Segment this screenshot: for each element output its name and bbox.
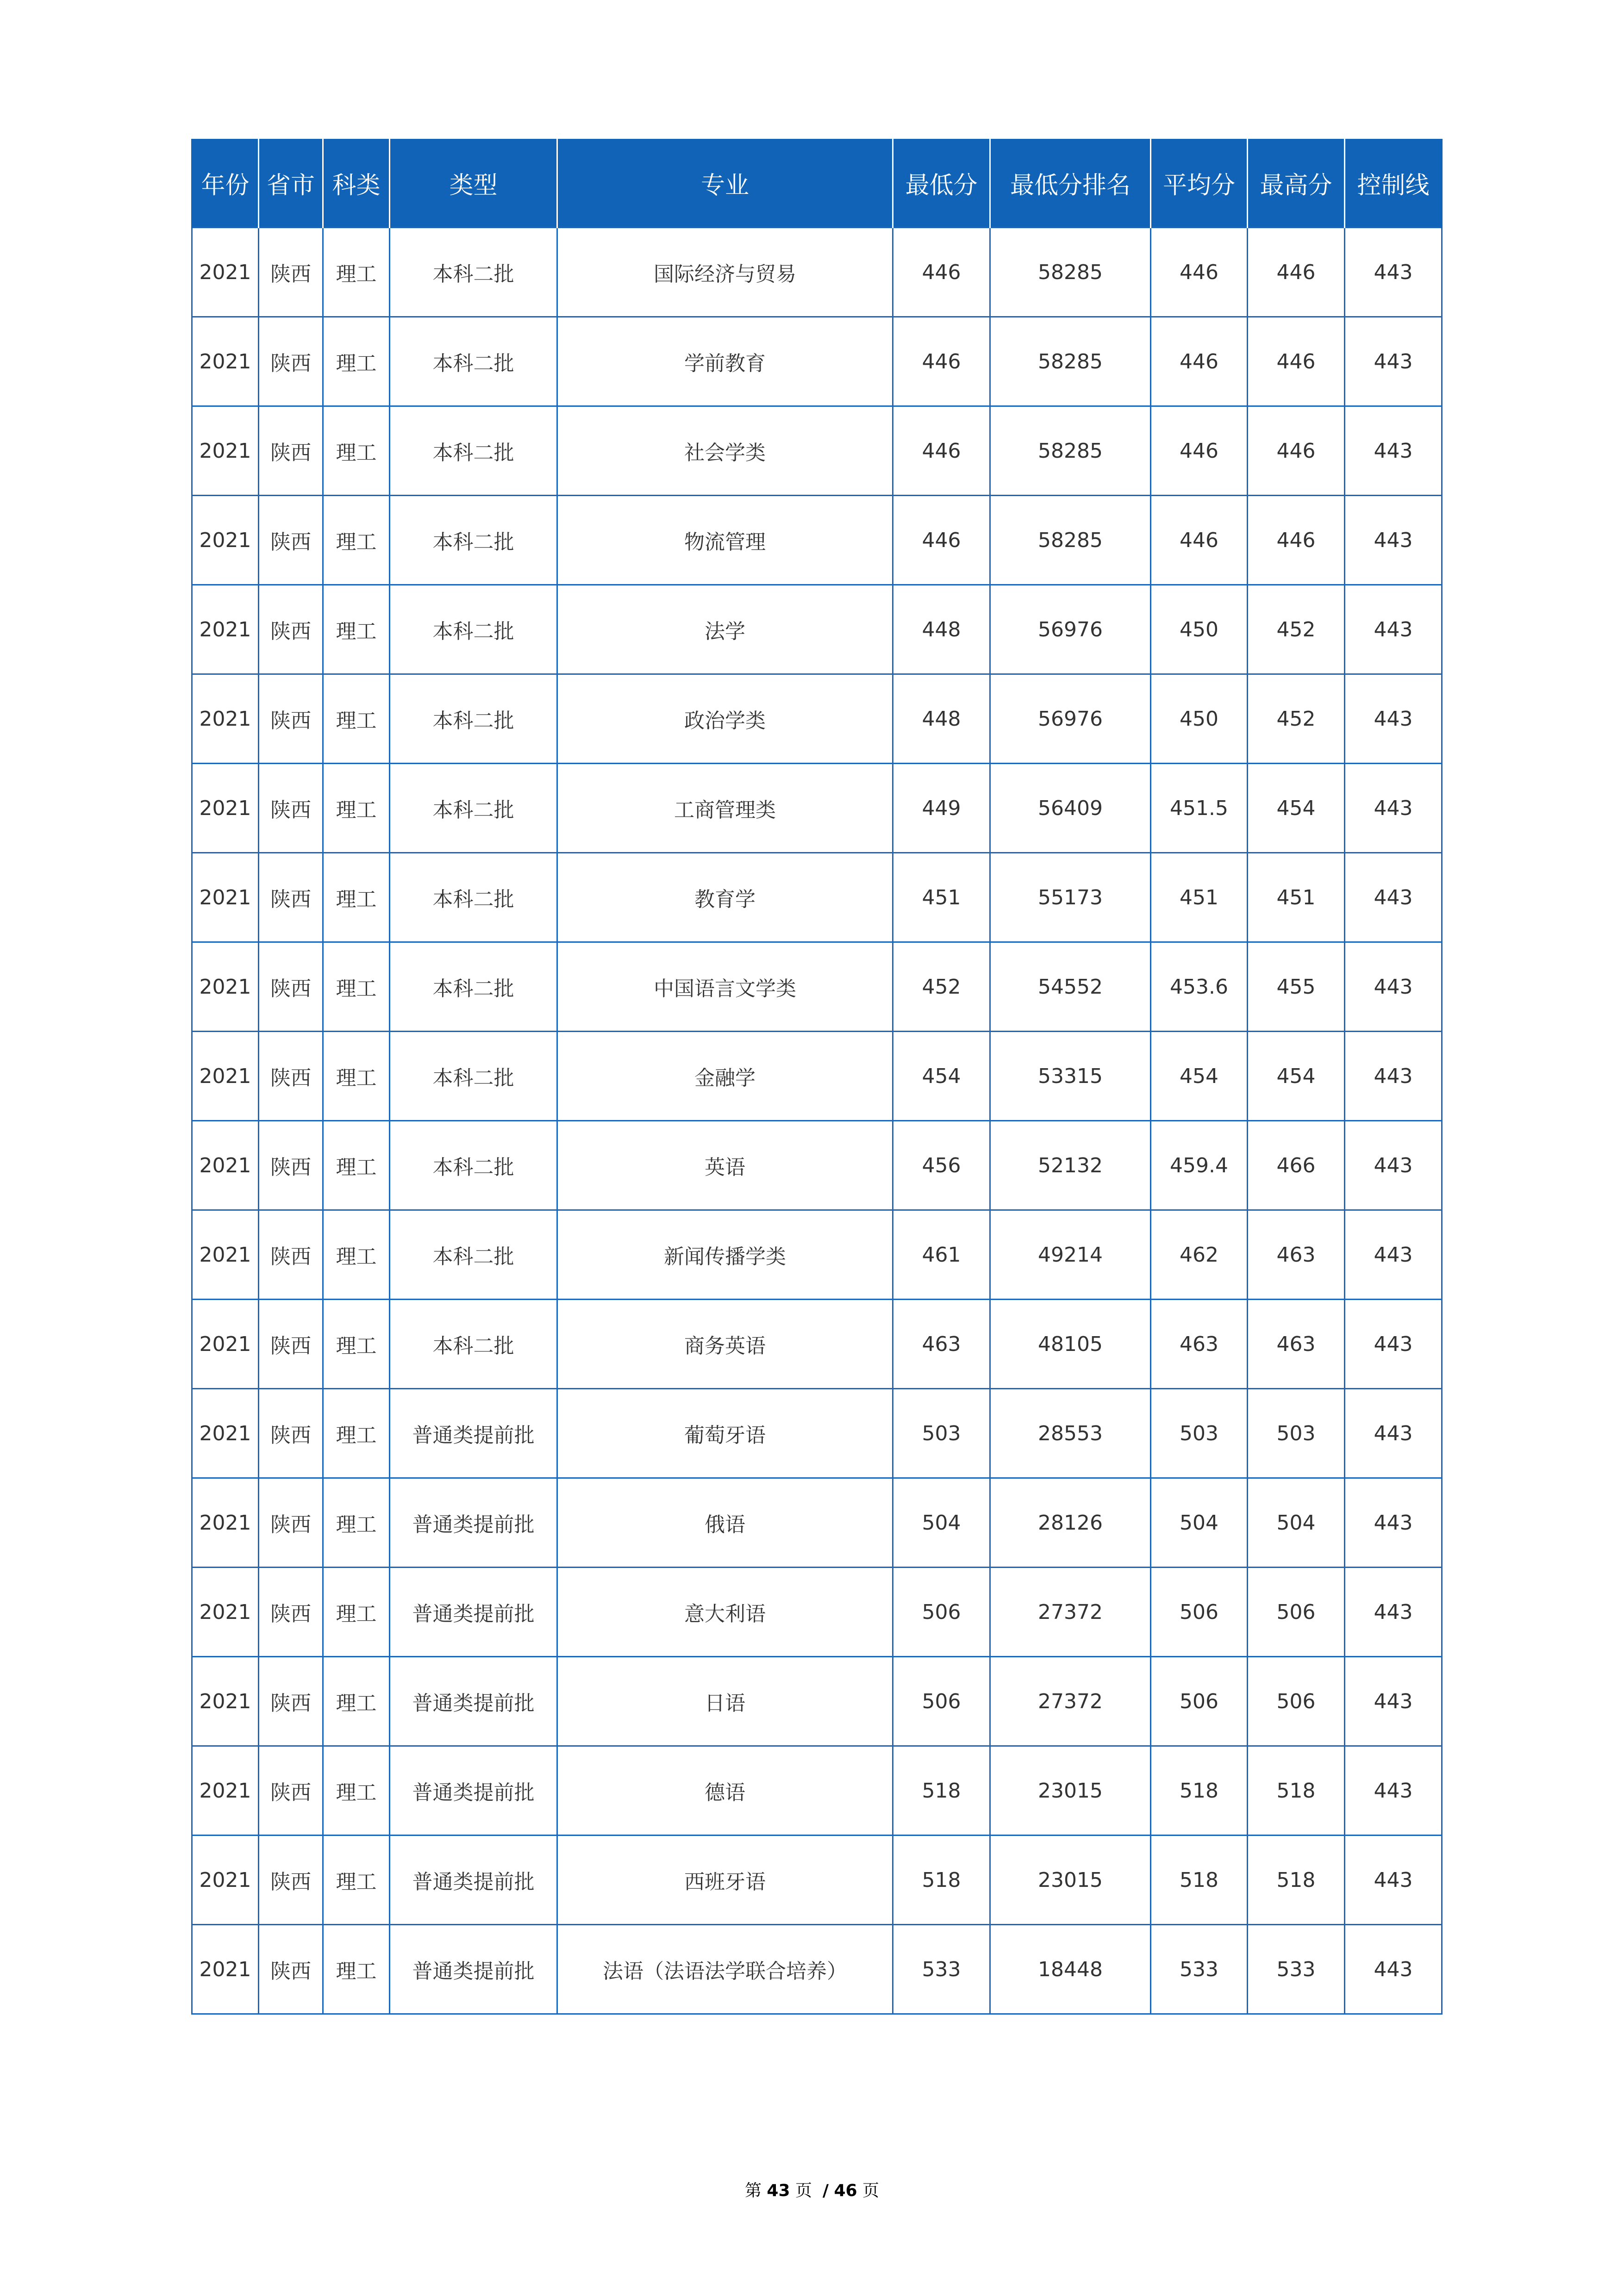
table-cell: 58285 (990, 228, 1151, 317)
table-cell: 443 (1345, 496, 1442, 585)
table-cell: 23015 (990, 1746, 1151, 1836)
table-cell: 453.6 (1151, 942, 1248, 1032)
table-cell: 23015 (990, 1836, 1151, 1925)
table-cell: 533 (1248, 1925, 1345, 2014)
table-cell: 455 (1248, 942, 1345, 1032)
table-row (192, 1657, 1442, 1746)
table-cell: 本科二批 (390, 764, 557, 853)
table-cell: 日语 (557, 1657, 893, 1746)
table-cell: 49214 (990, 1210, 1151, 1300)
table-cell: 普通类提前批 (390, 1478, 557, 1568)
table-cell: 理工 (323, 406, 390, 496)
table-cell: 443 (1345, 853, 1442, 942)
table-cell: 443 (1345, 1568, 1442, 1657)
table-cell: 理工 (323, 1568, 390, 1657)
table-cell: 446 (893, 228, 990, 317)
footer-prefix: 第 (744, 2181, 762, 2200)
table-cell: 443 (1345, 317, 1442, 406)
table-cell: 446 (1151, 228, 1248, 317)
table-cell: 本科二批 (390, 585, 557, 674)
table-cell: 446 (1248, 406, 1345, 496)
column-header: 平均分 (1151, 139, 1248, 228)
table-cell: 506 (1248, 1657, 1345, 1746)
current-page: 43 (767, 2181, 790, 2200)
table-cell: 518 (893, 1746, 990, 1836)
table-cell: 443 (1345, 228, 1442, 317)
column-header: 最高分 (1248, 139, 1345, 228)
table-cell: 443 (1345, 1925, 1442, 2014)
table-cell: 陕西 (259, 1836, 323, 1925)
table-cell: 28126 (990, 1478, 1151, 1568)
table-cell: 48105 (990, 1300, 1151, 1389)
table-cell: 普通类提前批 (390, 1389, 557, 1478)
total-pages: 46 (834, 2181, 857, 2200)
table-cell: 本科二批 (390, 1210, 557, 1300)
table-cell: 2021 (192, 1836, 259, 1925)
table-cell: 本科二批 (390, 674, 557, 764)
table-cell: 466 (1248, 1121, 1345, 1210)
table-cell: 450 (1151, 585, 1248, 674)
table-cell: 461 (893, 1210, 990, 1300)
table-cell: 学前教育 (557, 317, 893, 406)
table-cell: 443 (1345, 674, 1442, 764)
table-cell: 国际经济与贸易 (557, 228, 893, 317)
table-cell: 英语 (557, 1121, 893, 1210)
table-cell: 533 (1151, 1925, 1248, 2014)
table-cell: 443 (1345, 1746, 1442, 1836)
table-cell: 理工 (323, 1210, 390, 1300)
table-cell: 理工 (323, 1478, 390, 1568)
table-cell: 本科二批 (390, 317, 557, 406)
table-cell: 陕西 (259, 1300, 323, 1389)
table-cell: 理工 (323, 228, 390, 317)
table-cell: 443 (1345, 764, 1442, 853)
table-cell: 陕西 (259, 1032, 323, 1121)
column-header: 最低分 (893, 139, 990, 228)
table-cell: 450 (1151, 674, 1248, 764)
table-cell: 2021 (192, 496, 259, 585)
table-cell: 463 (893, 1300, 990, 1389)
table-row (192, 1925, 1442, 2014)
table-cell: 理工 (323, 1389, 390, 1478)
table-cell: 本科二批 (390, 406, 557, 496)
table-cell: 本科二批 (390, 853, 557, 942)
table-cell: 理工 (323, 764, 390, 853)
table-cell: 454 (1151, 1032, 1248, 1121)
table-row (192, 1478, 1442, 1568)
table-row (192, 406, 1442, 496)
table-cell: 理工 (323, 585, 390, 674)
table-row (192, 496, 1442, 585)
page-footer (0, 2178, 1624, 2201)
table-cell: 2021 (192, 1210, 259, 1300)
table-cell: 陕西 (259, 1389, 323, 1478)
table-cell: 理工 (323, 496, 390, 585)
table-cell: 451 (1151, 853, 1248, 942)
table-row (192, 1300, 1442, 1389)
table-row (192, 1746, 1442, 1836)
table-cell: 理工 (323, 1657, 390, 1746)
table-cell: 506 (1151, 1657, 1248, 1746)
table-row (192, 1568, 1442, 1657)
table-cell: 28553 (990, 1389, 1151, 1478)
table-row (192, 1836, 1442, 1925)
table-row (192, 228, 1442, 317)
table-cell: 陕西 (259, 1657, 323, 1746)
table-cell: 法学 (557, 585, 893, 674)
table-cell: 446 (1151, 317, 1248, 406)
table-cell: 463 (1248, 1300, 1345, 1389)
table-cell: 58285 (990, 317, 1151, 406)
table-cell: 443 (1345, 1389, 1442, 1478)
table-cell: 教育学 (557, 853, 893, 942)
table-cell: 理工 (323, 1032, 390, 1121)
table-cell: 443 (1345, 1836, 1442, 1925)
table-cell: 2021 (192, 1032, 259, 1121)
table-cell: 陕西 (259, 317, 323, 406)
table-row (192, 317, 1442, 406)
table-cell: 2021 (192, 1478, 259, 1568)
table-cell: 金融学 (557, 1032, 893, 1121)
table-cell: 陕西 (259, 228, 323, 317)
table-cell: 俄语 (557, 1478, 893, 1568)
table-cell: 新闻传播学类 (557, 1210, 893, 1300)
table-cell: 463 (1248, 1210, 1345, 1300)
table-cell: 陕西 (259, 585, 323, 674)
table-cell: 中国语言文学类 (557, 942, 893, 1032)
table-cell: 446 (1151, 496, 1248, 585)
table-cell: 陕西 (259, 942, 323, 1032)
table-cell: 本科二批 (390, 1300, 557, 1389)
table-cell: 普通类提前批 (390, 1925, 557, 2014)
table-cell: 446 (1248, 228, 1345, 317)
table-cell: 葡萄牙语 (557, 1389, 893, 1478)
table-cell: 454 (1248, 1032, 1345, 1121)
table-cell: 446 (893, 406, 990, 496)
column-header: 控制线 (1345, 139, 1442, 228)
table-cell: 政治学类 (557, 674, 893, 764)
table-cell: 2021 (192, 942, 259, 1032)
table-cell: 451 (893, 853, 990, 942)
table-cell: 理工 (323, 853, 390, 942)
table-cell: 454 (893, 1032, 990, 1121)
table-header-row (192, 139, 1442, 228)
table-cell: 2021 (192, 674, 259, 764)
table-cell: 理工 (323, 317, 390, 406)
footer-slash: / (822, 2181, 829, 2200)
table-cell: 2021 (192, 764, 259, 853)
column-header: 省市 (259, 139, 323, 228)
table-cell: 陕西 (259, 406, 323, 496)
table-cell: 446 (893, 496, 990, 585)
table-cell: 本科二批 (390, 496, 557, 585)
table-cell: 518 (893, 1836, 990, 1925)
table-cell: 518 (1151, 1746, 1248, 1836)
table-cell: 陕西 (259, 1925, 323, 2014)
table-cell: 陕西 (259, 1568, 323, 1657)
table-cell: 448 (893, 585, 990, 674)
table-cell: 58285 (990, 496, 1151, 585)
table-cell: 452 (1248, 585, 1345, 674)
table-cell: 503 (893, 1389, 990, 1478)
table-cell: 普通类提前批 (390, 1746, 557, 1836)
table-cell: 459.4 (1151, 1121, 1248, 1210)
footer-suffix: 页 (862, 2181, 880, 2200)
table-cell: 443 (1345, 942, 1442, 1032)
table-cell: 理工 (323, 674, 390, 764)
table-cell: 452 (1248, 674, 1345, 764)
table-cell: 506 (1248, 1568, 1345, 1657)
table-cell: 2021 (192, 853, 259, 942)
table-cell: 443 (1345, 1300, 1442, 1389)
table-row (192, 1032, 1442, 1121)
table-cell: 理工 (323, 1925, 390, 2014)
table-cell: 理工 (323, 1746, 390, 1836)
table-cell: 518 (1151, 1836, 1248, 1925)
table-cell: 陕西 (259, 1210, 323, 1300)
footer-mid: 页 (795, 2181, 812, 2200)
table-cell: 2021 (192, 1300, 259, 1389)
table-cell: 446 (1248, 317, 1345, 406)
table-cell: 443 (1345, 1032, 1442, 1121)
table-cell: 27372 (990, 1568, 1151, 1657)
table-cell: 52132 (990, 1121, 1151, 1210)
table-cell: 普通类提前批 (390, 1657, 557, 1746)
table-cell: 2021 (192, 1121, 259, 1210)
table-cell: 2021 (192, 1657, 259, 1746)
table-cell: 456 (893, 1121, 990, 1210)
table-cell: 504 (893, 1478, 990, 1568)
table-cell: 503 (1151, 1389, 1248, 1478)
table-cell: 陕西 (259, 1121, 323, 1210)
table-cell: 2021 (192, 1925, 259, 2014)
table-cell: 55173 (990, 853, 1151, 942)
table-cell: 法语（法语法学联合培养） (557, 1925, 893, 2014)
table-cell: 意大利语 (557, 1568, 893, 1657)
table-cell: 2021 (192, 1568, 259, 1657)
table-cell: 518 (1248, 1746, 1345, 1836)
column-header: 科类 (323, 139, 390, 228)
table-cell: 陕西 (259, 496, 323, 585)
table-cell: 陕西 (259, 1746, 323, 1836)
table-cell: 27372 (990, 1657, 1151, 1746)
table-cell: 446 (1248, 496, 1345, 585)
table-cell: 448 (893, 674, 990, 764)
table-cell: 506 (893, 1568, 990, 1657)
table-cell: 2021 (192, 1746, 259, 1836)
column-header: 类型 (390, 139, 557, 228)
table-cell: 506 (893, 1657, 990, 1746)
table-cell: 理工 (323, 1121, 390, 1210)
table-row (192, 1389, 1442, 1478)
table-cell: 陕西 (259, 764, 323, 853)
table-cell: 443 (1345, 1657, 1442, 1746)
table-cell: 德语 (557, 1746, 893, 1836)
table-cell: 西班牙语 (557, 1836, 893, 1925)
table-cell: 463 (1151, 1300, 1248, 1389)
table-cell: 2021 (192, 1389, 259, 1478)
table-cell: 56976 (990, 585, 1151, 674)
table-row (192, 853, 1442, 942)
table-cell: 446 (893, 317, 990, 406)
table-cell: 503 (1248, 1389, 1345, 1478)
table-cell: 本科二批 (390, 228, 557, 317)
table-cell: 本科二批 (390, 1032, 557, 1121)
table-cell: 2021 (192, 406, 259, 496)
table-cell: 443 (1345, 406, 1442, 496)
table-cell: 18448 (990, 1925, 1151, 2014)
table-cell: 451 (1248, 853, 1345, 942)
table-cell: 446 (1151, 406, 1248, 496)
table-cell: 普通类提前批 (390, 1568, 557, 1657)
table-cell: 普通类提前批 (390, 1836, 557, 1925)
table-cell: 462 (1151, 1210, 1248, 1300)
table-cell: 2021 (192, 317, 259, 406)
table-cell: 443 (1345, 1121, 1442, 1210)
table-cell: 56409 (990, 764, 1151, 853)
table-row (192, 1121, 1442, 1210)
table-row (192, 1210, 1442, 1300)
table-cell: 理工 (323, 1836, 390, 1925)
column-header: 最低分排名 (990, 139, 1151, 228)
table-cell: 本科二批 (390, 942, 557, 1032)
table-cell: 陕西 (259, 853, 323, 942)
column-header: 年份 (192, 139, 259, 228)
table-cell: 454 (1248, 764, 1345, 853)
table-cell: 443 (1345, 1210, 1442, 1300)
table-row (192, 674, 1442, 764)
table-cell: 506 (1151, 1568, 1248, 1657)
table-cell: 451.5 (1151, 764, 1248, 853)
table-cell: 物流管理 (557, 496, 893, 585)
table-cell: 54552 (990, 942, 1151, 1032)
table-cell: 工商管理类 (557, 764, 893, 853)
table-cell: 518 (1248, 1836, 1345, 1925)
table-cell: 443 (1345, 1478, 1442, 1568)
table-cell: 443 (1345, 585, 1442, 674)
column-header: 专业 (557, 139, 893, 228)
table-cell: 社会学类 (557, 406, 893, 496)
table-cell: 理工 (323, 942, 390, 1032)
admission-scores-table (191, 139, 1443, 2015)
table-row (192, 764, 1442, 853)
table-cell: 商务英语 (557, 1300, 893, 1389)
table-row (192, 942, 1442, 1032)
table-cell: 陕西 (259, 674, 323, 764)
table-cell: 本科二批 (390, 1121, 557, 1210)
table-cell: 56976 (990, 674, 1151, 764)
table-cell: 陕西 (259, 1478, 323, 1568)
table-cell: 理工 (323, 1300, 390, 1389)
table-cell: 533 (893, 1925, 990, 2014)
table-cell: 2021 (192, 585, 259, 674)
table-cell: 2021 (192, 228, 259, 317)
table-cell: 449 (893, 764, 990, 853)
table-cell: 58285 (990, 406, 1151, 496)
table-cell: 53315 (990, 1032, 1151, 1121)
table-cell: 452 (893, 942, 990, 1032)
table-cell: 504 (1151, 1478, 1248, 1568)
table-cell: 504 (1248, 1478, 1345, 1568)
table-row (192, 585, 1442, 674)
